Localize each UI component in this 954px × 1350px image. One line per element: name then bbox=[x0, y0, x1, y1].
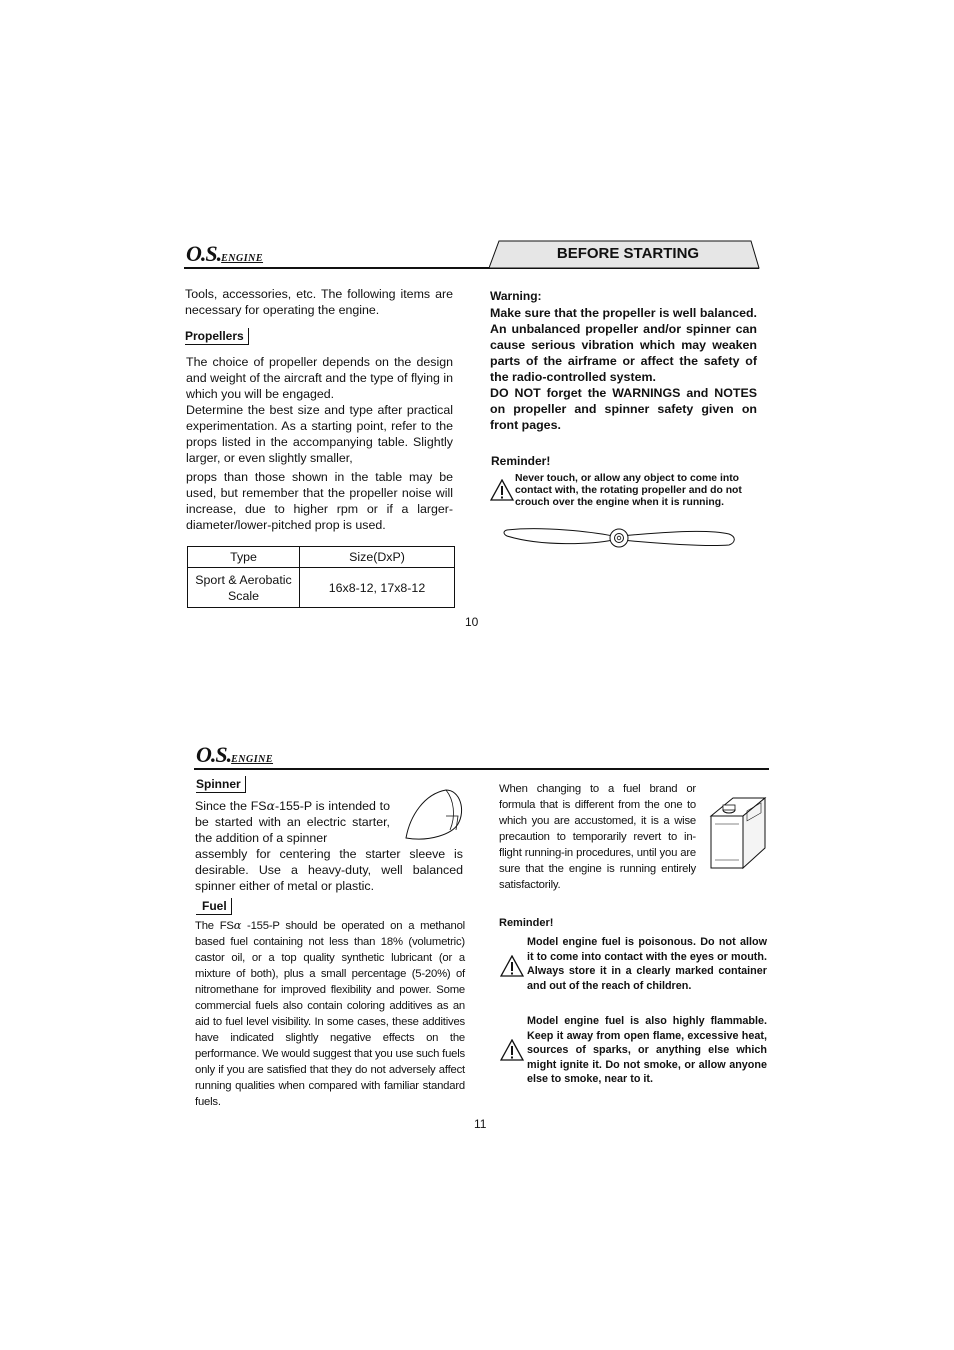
fuel-text-b: -155-P should be operated on a methanol based fuel containing not less than 18% (volumetric) castor oil, or a top quality synthetic lubricant (or a mixture of both), plus a small percentage (5-20%) of nitromethane for improved flexibility and power. Some commercial fuels also contain coloring additives as an aid to fuel level visibility. In some cases, these additives have indicated slightly negative effects on the performance. We would suggest that you use such fuels only if you are satisfied that they do not adversely affect running qualities when compared with familiar standard fuels. bbox=[195, 920, 465, 1108]
table-cell-type: Sport & Aerobatic Scale bbox=[188, 568, 300, 608]
spinner-text-a: Since the FS bbox=[195, 799, 267, 813]
reminder-text-2: Model engine fuel is also highly flammable. Keep it away from open flame, excessive heat, sources of sparks, or anything else which might ignite it. Do not smoke, or allow anyone else to smoke, near to it. bbox=[527, 1015, 767, 1085]
caution-triangle-icon-3 bbox=[500, 1039, 524, 1061]
warning-text-2: DO NOT forget the WARNINGS and NOTES on propeller and spinner safety given on front pages. bbox=[490, 386, 757, 432]
alpha-symbol: α bbox=[266, 798, 275, 813]
spinner-heading: Spinner bbox=[196, 776, 246, 793]
table-header-type: Type bbox=[188, 547, 300, 568]
table-header-size: Size(DxP) bbox=[300, 547, 455, 568]
table-header-row bbox=[188, 547, 455, 568]
warning-label: Warning: bbox=[490, 289, 542, 303]
propellers-paragraph-1: The choice of propeller depends on the design and weight of the aircraft and the type of flying in which you will be engaged. bbox=[186, 355, 453, 401]
table-row bbox=[188, 568, 455, 608]
logo-sub: ENGINE bbox=[221, 253, 264, 264]
fuel-change-text: When changing to a fuel brand or formula that is different from the one to which you are accustomed, it is a wise precaution to temporarily revert to in-flight running-in procedures, until you are sure that the engine is running entirely satisfactorily. bbox=[499, 783, 696, 891]
os-engine-logo bbox=[186, 241, 263, 267]
propeller-size-table bbox=[187, 546, 455, 608]
propeller-illustration bbox=[503, 524, 739, 552]
spinner-text-c: assembly for centering the starter sleeve is desirable. Use a heavy-duty, well balanced spinner either of metal or plastic. bbox=[195, 847, 463, 893]
reminder-text: Never touch, or allow any object to come into contact with, the rotating propeller and do not crouch over the engine when it is running. bbox=[515, 473, 742, 509]
spinner-text-b: -155-P is intended to be started with an electric starter, the addition of a spinner bbox=[195, 799, 390, 845]
reminder-label: Reminder! bbox=[491, 454, 551, 468]
intro-text: Tools, accessories, etc. The following items are necessary for operating the engine. bbox=[185, 287, 453, 317]
logo-sub-2: ENGINE bbox=[231, 754, 274, 765]
caution-triangle-icon-2 bbox=[500, 955, 524, 977]
logo-main-2: O.S. bbox=[196, 742, 232, 767]
reminder-text-1: Model engine fuel is poisonous. Do not allow it to come into contact with the eyes or mouth. Always store it in a clearly marked container and out of the reach of children. bbox=[527, 936, 767, 992]
page-number-11: 11 bbox=[474, 1117, 487, 1131]
spinner-illustration bbox=[402, 786, 466, 844]
header-rule-2 bbox=[194, 768, 769, 770]
table-cell-size: 16x8-12, 17x8-12 bbox=[300, 568, 455, 608]
logo-main: O.S. bbox=[186, 241, 222, 266]
propellers-paragraph-2: Determine the best size and type after practical experimentation. As a starting point, refer to the props listed in the accompanying table. Slightly larger, or even slightly smaller, bbox=[186, 403, 453, 465]
page-number-10: 10 bbox=[465, 615, 479, 629]
fuel-text-a: The FS bbox=[195, 920, 234, 932]
propellers-paragraph-3: props than those shown in the table may be used, but remember that the propeller noise will increase, due to higher rpm or if a larger-diameter/lower-pitched prop is used. bbox=[186, 470, 453, 532]
spinner-text-wrapped bbox=[195, 798, 390, 846]
header-tab-title: BEFORE STARTING bbox=[556, 245, 700, 262]
alpha-symbol-2: α bbox=[233, 919, 242, 932]
fuel-heading: Fuel bbox=[196, 898, 232, 915]
os-engine-logo-2 bbox=[196, 742, 273, 768]
caution-triangle-icon bbox=[490, 479, 514, 501]
fuel-can-illustration bbox=[707, 794, 769, 874]
reminder-label-2: Reminder! bbox=[499, 917, 554, 929]
fuel-text bbox=[195, 918, 465, 1110]
warning-text-1: Make sure that the propeller is well balanced. An unbalanced propeller and/or spinner can cause serious vibration which may weaken parts of the airframe or affect the safety of the radio-controlled system. bbox=[490, 306, 757, 384]
propellers-heading: Propellers bbox=[185, 328, 249, 345]
